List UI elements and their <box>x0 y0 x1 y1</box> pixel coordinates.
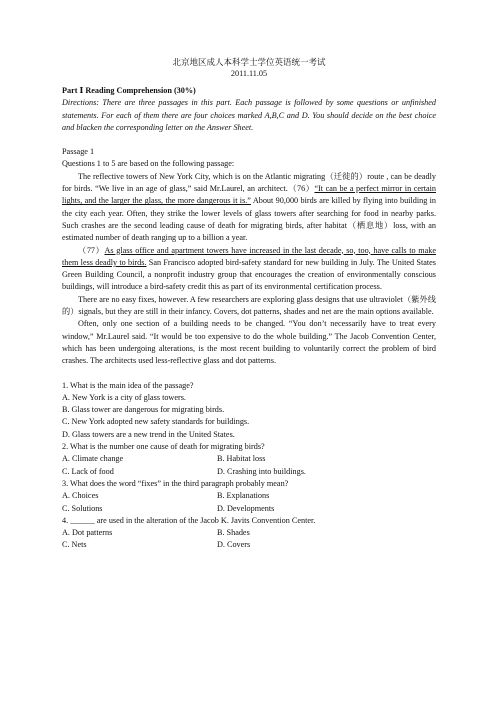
answer-option: B. Explanations <box>217 491 270 501</box>
answer-option: B. Habitat loss <box>217 454 266 464</box>
paragraph-1-text: The reflective towers of New York City, which is on the Atlantic migrating（迁徙的）route , can be deadly for birds. “We live in an age of glass,” said Mr.Laurel, an architect.（76） <box>62 171 436 194</box>
question-stem: 4. ______ are used in the alteration of the Jacob K. Javits Convention Center. <box>62 515 316 525</box>
answer-option: B. Shades <box>217 528 250 538</box>
option-row <box>62 527 436 539</box>
option-row <box>62 503 436 515</box>
question-stem: 3. What does the word “fixes” in the third paragraph probably mean? <box>62 478 289 488</box>
answer-option: D. Developments <box>217 503 275 513</box>
option-row <box>62 466 436 478</box>
answer-option: A. Choices <box>62 491 99 501</box>
answer-option: C. Lack of food <box>62 466 114 476</box>
passage-label: Passage 1 <box>62 147 95 157</box>
paragraph-4: Often, only one section of a building needs to be changed. “You don’t necessarily have to treat every window,” Mr.Laurel said. “It would be too expensive to do the whole building.” The Jacob Convention Center, which has been undergoing alterations, is the most recent building to voluntarily correct the problem of bird crashes. The architects used less-reflective glass and dot patterns. <box>62 319 436 366</box>
exam-title: 北京地区成人本科学士学位英语统一考试 <box>172 57 326 67</box>
answer-option: C. Solutions <box>62 503 103 513</box>
paragraph-1 <box>62 171 436 245</box>
question-stem: 2. What is the number one cause of death for migrating birds? <box>62 442 265 452</box>
exam-date: 2011.11.05 <box>230 69 268 78</box>
answer-option: A. New York is a city of glass towers. <box>62 392 186 402</box>
option-row <box>62 453 436 465</box>
answer-option: D. Glass towers are a new trend in the United States. <box>62 429 235 439</box>
answer-option: B. Glass tower are dangerous for migrating birds. <box>62 405 225 415</box>
part-heading: Part Ⅰ Reading Comprehension (30%) <box>62 86 196 95</box>
paragraph-2-rest: San Francisco adopted bird-safety standard for new building in July. The United States Green Building Council, a nonprofit industry group that encourages the creation of environmentally conscious buildings, will introduce a bird-safety credit this as part of its environmental certification process. <box>62 257 436 292</box>
underlined-sentence-77: As glass office and apartment towers have increased in the last decade, so, too, have calls to make them less deadly to birds. <box>62 245 436 267</box>
option-row <box>62 539 436 551</box>
answer-option: C. Nets <box>62 540 87 550</box>
document-content <box>62 56 436 552</box>
answer-option: A. Climate change <box>62 454 124 464</box>
answer-option: D. Crashing into buildings. <box>217 466 306 476</box>
paragraph-1-rest: About 90,000 birds are killed by flying into building in the city each year. Often, they strike the lower levels of glass towers after searching for food in nearby parks. Such crashes are the second leading cause of death for migrating birds, after habitat（栖息地）loss, with an estimated number of death ranging up to a billion a year. <box>62 196 436 243</box>
paragraph-3: There are no easy fixes, however. A few researchers are exploring glass designs that use ultraviolet（紫外线的）signals, but they are still in their infancy. Covers, dot patterns, shades and net are the main options available. <box>62 294 436 317</box>
directions-text: Directions: There are three passages in this part. Each passage is followed by some questions or unfinished statements. For each of them there are four choices marked A,B,C and D. You should decide on the best choice and blacken the corresponding letter on the Answer Sheet. <box>62 98 436 132</box>
underlined-sentence-76: “It can be a perfect mirror in certain lights, and the larger the glass, the more dangerous it is.” <box>62 184 437 206</box>
answer-option: A. Dot patterns <box>62 528 113 538</box>
passage-intro: Questions 1 to 5 are based on the following passage: <box>62 159 235 169</box>
answer-option: C. New York adopted new safety standards for buildings. <box>62 417 250 427</box>
option-row <box>62 490 436 502</box>
question-number-77: （77） <box>78 245 105 255</box>
paragraph-2 <box>62 245 436 294</box>
answer-option: D. Covers <box>217 540 251 550</box>
question-stem: 1. What is the main idea of the passage? <box>62 380 194 390</box>
